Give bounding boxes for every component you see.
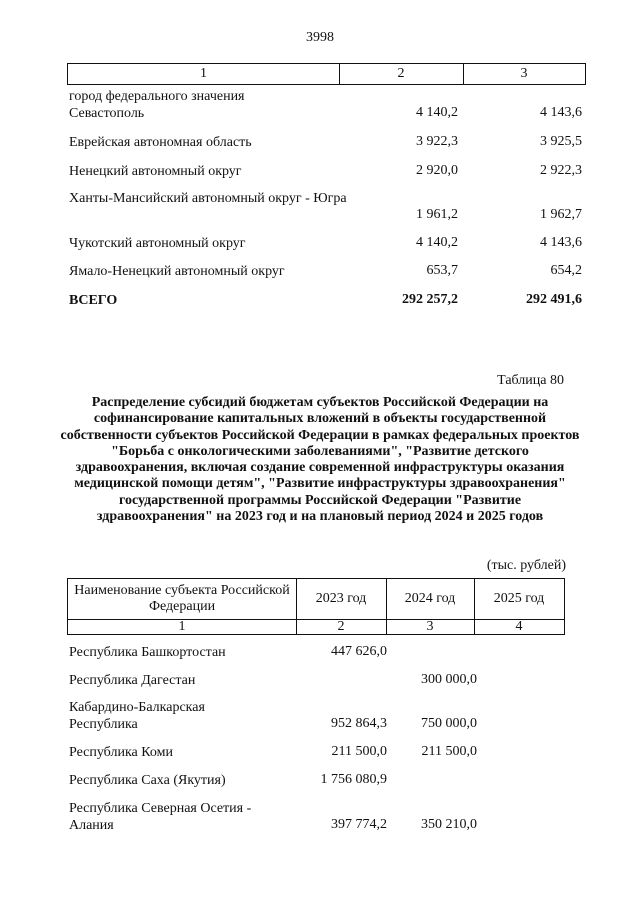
value-2023: 952 864,3 [331,716,387,731]
table-header-numbers [67,63,586,85]
region-name: Чукотский автономный округ [69,236,246,251]
table-number-label: Таблица 80 [497,373,564,388]
value-2023: 2 920,0 [416,163,458,178]
header-region-name: Наименование субъекта Российской Федерации [74,583,290,614]
value-2024: 3 925,5 [540,134,582,149]
value-2023: 3 922,3 [416,134,458,149]
value-2024: 4 143,6 [540,105,582,120]
value-2024: 1 962,7 [540,207,582,222]
value-2023: 653,7 [426,263,458,278]
region-name: Ханты-Мансийский автономный округ - Югра [69,191,347,206]
value-2023: 4 140,2 [416,235,458,250]
column-number-1: 1 [200,66,207,81]
region-name: Республика Башкортостан [69,645,226,660]
region-name: Республика Северная Осетия - Алания [69,801,252,833]
column-number-3: 3 [426,619,434,634]
value-2024: 654,2 [550,263,582,278]
region-name: Еврейская автономная область [69,135,252,150]
value-2024: 750 000,0 [421,716,477,731]
region-name: Республика Коми [69,745,173,760]
header-2025: 2025 год [493,591,545,606]
total-2024: 292 491,6 [526,292,582,307]
total-label: ВСЕГО [69,293,118,308]
region-name: Кабардино-Балкарская Республика [69,700,205,732]
column-number-2: 2 [337,619,345,634]
header-2023: 2023 год [315,591,367,606]
region-name: Ненецкий автономный округ [69,164,242,179]
table-header [67,578,565,635]
value-2024: 300 000,0 [421,672,477,687]
total-2023: 292 257,2 [402,292,458,307]
region-name: город федерального значения Севастополь [69,89,245,121]
value-2024: 211 500,0 [421,744,477,759]
table-title: Распределение субсидий бюджетам субъектов Российской Федерации на софинансирование капитальных вложений в объекты государственной собственности субъектов Российской Федерации в рамках федеральных проектов "Борьба с онкологическими заболеваниями", "Развитие детского здравоохранения, включая создание современной инфраструктуры оказания медицинской помощи детям", "Развитие инфраструктуры здравоохранения" государственной программы Российской Федерации "Развитие здравоохранения" на 2023 год и на плановый период 2024 и 2025 годов [60,395,580,525]
value-2023: 397 774,2 [331,817,387,832]
column-number-1: 1 [178,619,186,634]
units-label: (тыс. рублей) [486,558,566,573]
value-2023: 1 756 080,9 [320,772,387,787]
value-2024: 2 922,3 [540,163,582,178]
page-number: 3998 [306,30,334,45]
value-2023: 447 626,0 [331,644,387,659]
column-number-4: 4 [515,619,523,634]
region-name: Ямало-Ненецкий автономный округ [69,264,285,279]
column-number-3: 3 [520,66,528,81]
value-2023: 211 500,0 [331,744,387,759]
column-number-2: 2 [397,66,405,81]
region-name: Республика Дагестан [69,673,196,688]
value-2023: 1 961,2 [416,207,458,222]
value-2024: 4 143,6 [540,235,582,250]
value-2024: 350 210,0 [421,817,477,832]
header-2024: 2024 год [404,591,456,606]
value-2023: 4 140,2 [416,105,458,120]
region-name: Республика Саха (Якутия) [69,773,226,788]
